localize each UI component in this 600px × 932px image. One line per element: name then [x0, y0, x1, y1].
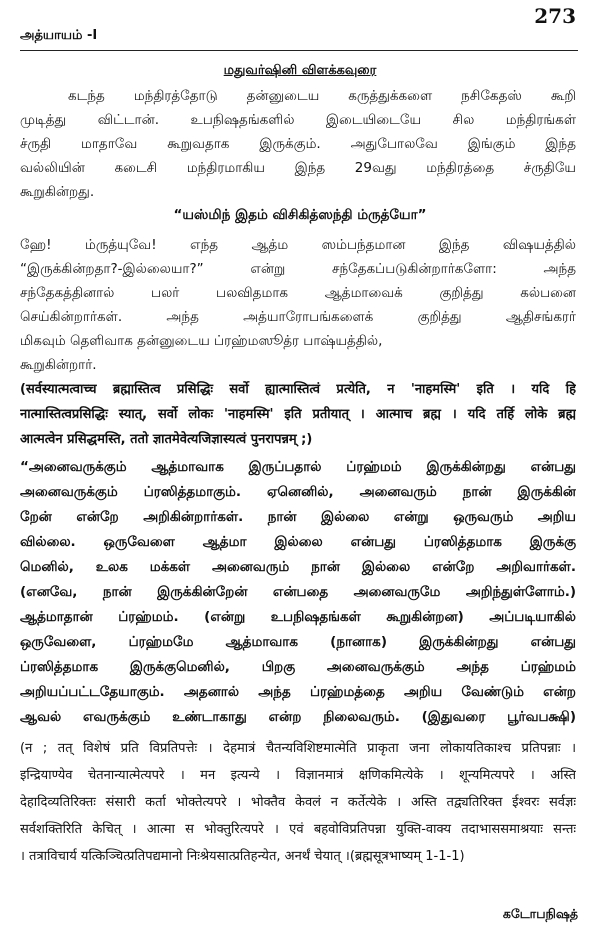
- section-heading: [0, 63, 600, 79]
- commentary-paragraph-1: [20, 84, 576, 204]
- paragraph-line: மெனில், உலக மக்கள் அனைவரும் நான் இல்லை என்றே அறிவார்கள்.: [20, 559, 576, 575]
- book-footer-title: கடோபநிஷத்: [502, 906, 578, 921]
- paragraph-line: செய்கின்றார்கள். அந்த அத்யாரோபங்களைக் குறித்து ஆதிசங்கரர்: [20, 309, 576, 325]
- paragraph-line: மிகவும் தெளிவாக தன்னுடைய ப்ரஹ்மஸூத்ர பாஷ்யத்தில்,: [20, 333, 383, 349]
- paragraph-line: சந்தேகத்தினால் பலர் பலவிதமாக ஆத்மாவைக் குறித்து கல்பனை: [20, 285, 576, 301]
- paragraph-line: வல்லியின் கடைசி மந்திரமாகிய இந்த 29வது மந்திரத்தை ச்ருதியே: [20, 160, 576, 176]
- paragraph-line: ச்ருதி மாதாவே கூறுவதாக இருக்கும். அதுபோலவே இங்கும் இந்த: [20, 136, 576, 152]
- paragraph-line: கூறுகின்றது.: [20, 184, 95, 200]
- paragraph-line: கடந்த மந்திரத்தோடு தன்னுடைய கருத்துக்களை நசிகேதஸ் கூறி: [68, 88, 576, 104]
- paragraph-line: ஆத்மாதான் ப்ரஹ்மம். (என்று உபநிஷதங்கள் கூறுகின்றன) அப்படியாகில்: [20, 609, 576, 625]
- paragraph-line: றேன் என்றே அறிகின்றார்கள். நான் இல்லை என்று ஒருவரும் அறிய: [20, 509, 576, 525]
- paragraph-line: ஹே! ம்ருத்யுவே! எந்த ஆத்ம ஸம்பந்தமான இந்த விஷயத்தில்: [20, 237, 576, 253]
- sanskrit-line: आत्मत्वेन प्रसिद्धमस्ति, ततो ज्ञातमेवेत्यजिज्ञास्यत्वं पुनरापन्नम् ;): [20, 432, 313, 447]
- paragraph-line: அறியப்பட்டதேயாகும். அதனால் அந்த ப்ரஹ்மத்தை அறிய வேண்டும் என்ற: [20, 684, 576, 700]
- paragraph-line: அனைவருக்கும் ப்ரஸித்தமாகும். ஏனெனில், அனைவரும் நான் இருக்கின்: [20, 484, 576, 500]
- paragraph-line: முடித்து விட்டான். உபநிஷதங்களில் இடையிடையே சில மந்திரங்கள்: [20, 112, 576, 128]
- chapter-header: அத்யாயம் -I: [20, 28, 98, 43]
- paragraph-line: வில்லை. ஒருவேளை ஆத்மா இல்லை என்பது ப்ரஸித்தமாக இருக்கு: [20, 534, 576, 550]
- paragraph-line: ப்ரஸித்தமாக இருக்குமெனில், பிறகு அனைவருக்கும் அந்த ப்ரஹ்மம்: [20, 659, 576, 675]
- paragraph-line: “இருக்கின்றதா?-இல்லையா?” என்று சந்தேகப்படுகின்றார்களோ: அந்த: [20, 261, 576, 277]
- sanskrit-line: इन्द्रियाण्येव चेतनान्यात्मेत्यपरे । मन इत्यन्ये । विज्ञानमात्रं क्षणिकमित्येके । शून्यमित्यपरे । अस्ति: [20, 768, 576, 783]
- commentary-paragraph-2: [20, 233, 576, 377]
- sanskrit-line: देहादिव्यतिरिक्तः संसारी कर्ता भोक्तेत्यपरे । भोक्तैव केवलं न कर्तेत्येके । अस्ति तद्व्यतिरिक्त ईश्वरः सर्वज्ञः: [20, 795, 576, 810]
- paragraph-line: “அனைவருக்கும் ஆத்மாவாக இருப்பதால் ப்ரஹ்மம் இருக்கின்றது என்பது: [20, 459, 576, 475]
- sanskrit-line: (न ; तत् विशेषं प्रति विप्रतिपत्तेः । देहमात्रं चैतन्यविशिष्टमात्मेति प्राकृता जना लोकायतिकाश्च प्रतिपन्नाः ।: [20, 741, 576, 756]
- header-rule: [20, 50, 578, 51]
- sanskrit-line: (सर्वस्यात्मत्वाच्च ब्रह्मास्तित्व प्रसिद्धिः सर्वो ह्यात्मास्तित्वं प्रत्येति, न 'नाहमस्मि' इति । यदि हि: [20, 382, 576, 397]
- sanskrit-line: सर्वशक्तिरिति केचित् । आत्मा स भोक्तुरित्यपरे । एवं बहवोविप्रतिपन्ना युक्ति-वाक्य तदाभाससमाश्रयाः सन्तः: [20, 822, 576, 837]
- sanskrit-line: । तत्राविचार्य यत्किञ्चित्प्रतिपद्यमानो निःश्रेयसात्प्रतिहन्येत, अनर्थं चेयात् ।(ब्रह्मसूत्रभाष्यम् 1-1-1): [20, 849, 465, 864]
- sanskrit-line: नात्मास्तित्वप्रसिद्धिः स्यात्, सर्वो लोकः 'नाहमस्मि' इति प्रतीयात् । आत्माच ब्रह्म । यदि तर्हि लोके ब्रह्म: [20, 407, 576, 422]
- mantra-quote: “யஸ்மிந் இதம் விசிகித்ஸந்தி ம்ருத்யோ”: [173, 207, 427, 223]
- page-number: 273: [534, 4, 576, 28]
- paragraph-line: ஆவல் எவருக்கும் உண்டாகாது என்ற நிலைவரும். (இதுவரை பூர்வபக்ஷி): [20, 709, 576, 725]
- paragraph-line: கூறுகின்றார்.: [20, 357, 97, 373]
- section-heading-text: மதுவர்ஷினி விளக்கவுரை: [223, 63, 377, 78]
- sanskrit-quote-2: [20, 735, 576, 870]
- paragraph-line: (எனவே, நான் இருக்கின்றேன் என்பதை அனைவருமே அறிந்துள்ளோம்.): [20, 584, 576, 600]
- sanskrit-quote-1: [20, 377, 576, 452]
- purvapaksha-paragraph: [20, 455, 576, 730]
- paragraph-line: ஒருவேளை, ப்ரஹ்மமே ஆத்மாவாக (நானாக) இருக்கின்றது என்பது: [20, 634, 576, 650]
